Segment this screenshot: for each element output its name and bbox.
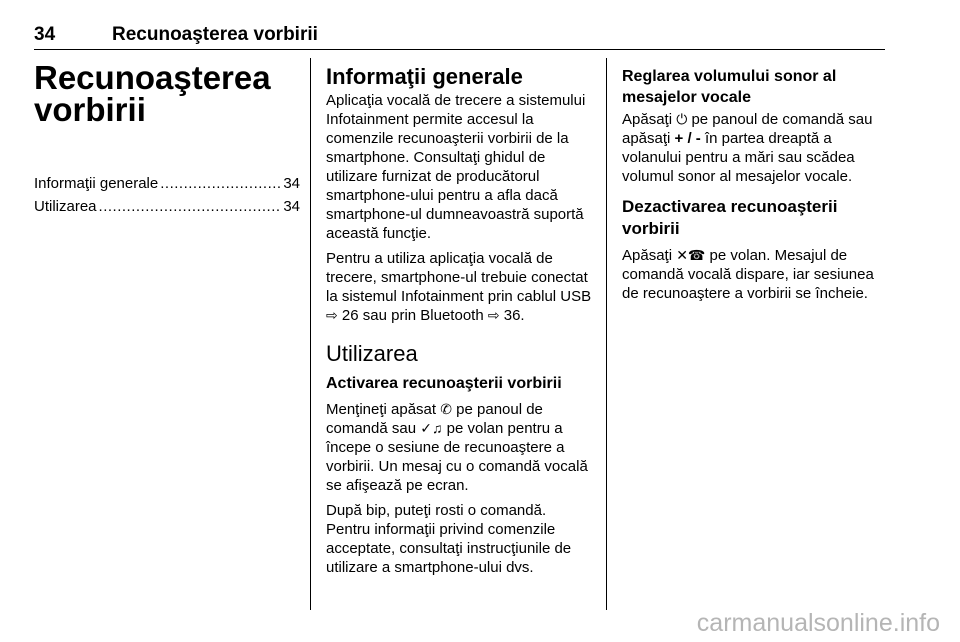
chapter-title: Recunoaşterea vorbirii: [34, 59, 271, 128]
paragraph: Apăsaţi ✕☎ pe volan. Mesajul de comandă vocală dispare, iar sesiunea de recunoaştere a vorbirii se încheie.: [622, 247, 874, 302]
phone-icon: ✆: [440, 401, 452, 417]
section-heading-usage: Utilizarea: [326, 341, 418, 366]
power-icon: ⏻: [676, 111, 688, 127]
paragraph: Aplicaţia vocală de trecere a sistemului Infotainment permite accesul la comenzile recunoaşterii vorbirii de la smartphone. Consultaţi ghidul de utilizare furnizat de producătorul smartphone-ului pentru a afla dacă smartphone-ul dumneavoastră suportă această funcţie.: [326, 92, 586, 242]
column-divider: [310, 58, 311, 610]
mute-end-call-icon: ✕☎: [676, 247, 706, 263]
column-2: [326, 60, 594, 583]
table-of-contents: [34, 172, 300, 218]
arrow-ref-icon: ⇨: [326, 307, 338, 323]
subheading-deactivate: Dezactivarea recunoaşterii vorbirii: [622, 197, 838, 238]
paragraph: Pentru a utiliza aplicaţia vocală de trecere, smartphone-ul trebuie conectat la sistemul Infotainment prin cablul USB ⇨ 26 sau prin Bluetooth ⇨ 36.: [326, 250, 592, 324]
running-title: Recunoaşterea vorbirii: [112, 24, 318, 45]
column-divider: [606, 58, 607, 610]
page-number: 34: [34, 24, 56, 45]
paragraph: Menţineţi apăsat ✆ pe panoul de comandă sau ✓♫ pe volan pentru a începe o sesiune de recunoaştere a vorbirii. Un mesaj cu o comandă vocală se afişează pe ecran.: [326, 401, 588, 494]
paragraph: Apăsaţi ⏻ pe panoul de comandă sau apăsaţi + / - în partea dreaptă a volanului pentru a mări sau scădea volumul sonor al mesajelor vocale.: [622, 111, 873, 185]
page-header: [34, 22, 885, 50]
steering-voice-icon: ✓♫: [420, 420, 443, 436]
paragraph: După bip, puteţi rosti o comandă. Pentru informaţii privind comenzile acceptate, consultaţi instrucţiunile de utilizare a smartphone-ului dvs.: [326, 502, 572, 576]
toc-entry[interactable]: Utilizarea ..... 34: [34, 195, 300, 218]
section-heading-general: Informaţii generale: [326, 64, 523, 89]
column-1: [34, 60, 300, 218]
arrow-ref-icon: ⇨: [487, 307, 500, 323]
subheading-activate: Activarea recunoaşterii vorbirii: [326, 375, 562, 392]
subheading-volume: Reglarea volumului sonor al mesajelor vocale: [622, 68, 837, 106]
toc-entry[interactable]: Informaţii generale ..... 34: [34, 172, 300, 195]
watermark: carmanualsonline.info: [696, 609, 940, 637]
column-3: [622, 60, 890, 309]
